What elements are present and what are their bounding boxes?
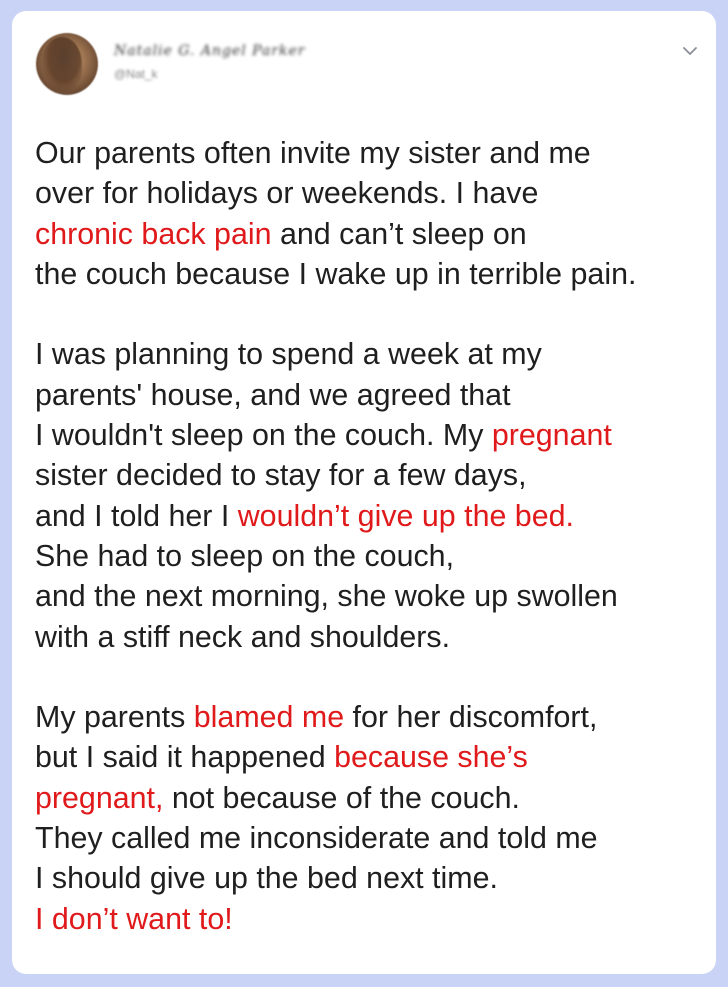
text-segment: but I said it happened (35, 740, 335, 775)
tweet-line (35, 576, 707, 616)
text-segment: I should give up the bed next time. (35, 861, 498, 896)
text-segment: and I told her I (35, 498, 238, 533)
tweet-line (35, 214, 707, 254)
text-segment: and can’t sleep on (271, 216, 527, 251)
highlighted-text: pregnant (491, 418, 612, 453)
tweet-line (35, 858, 707, 898)
highlighted-text: blamed me (193, 700, 345, 735)
tweet-card (12, 11, 716, 974)
tweet-line (35, 818, 707, 858)
tweet-line (35, 737, 707, 777)
text-segment: the couch because I wake up in terrible pain. (35, 256, 637, 291)
text-segment: My parents (35, 700, 194, 735)
tweet-line (35, 334, 707, 374)
highlighted-text: I don’t want to! (35, 901, 233, 936)
text-segment: and the next morning, she woke up swollen (35, 579, 618, 614)
text-segment: I wouldn't sleep on the couch. My (35, 418, 492, 453)
tweet-paragraph (35, 334, 707, 656)
avatar[interactable] (36, 33, 98, 95)
text-segment: parents' house, and we agreed that (35, 377, 511, 412)
chevron-down-icon[interactable] (680, 41, 700, 61)
tweet-text (35, 133, 707, 979)
tweet-line (35, 254, 707, 294)
tweet-line (35, 617, 707, 657)
text-segment: They called me inconsiderate and told me (35, 821, 598, 856)
tweet-line (35, 133, 707, 173)
tweet-line (35, 899, 707, 939)
tweet-line (35, 697, 707, 737)
highlighted-text: chronic back pain (35, 216, 272, 251)
tweet-line (35, 415, 707, 455)
text-segment: over for holidays or weekends. I have (35, 176, 539, 211)
tweet-line (35, 536, 707, 576)
highlighted-text: because she’s (334, 740, 528, 775)
text-segment: not because of the couch. (163, 780, 520, 815)
text-segment: Our parents often invite my sister and me (35, 136, 591, 170)
author-name[interactable]: Natalie G. Angel Parker (114, 43, 306, 59)
tweet-line (35, 455, 707, 495)
tweet-paragraph (35, 697, 707, 939)
author-handle[interactable]: @Nat_k (114, 67, 158, 81)
text-segment: sister decided to stay for a few days, (35, 458, 527, 493)
tweet-line (35, 375, 707, 415)
tweet-line (35, 778, 707, 818)
highlighted-text: wouldn’t give up the bed. (237, 498, 574, 533)
text-segment: with a stiff neck and shoulders. (35, 619, 451, 654)
tweet-line (35, 173, 707, 213)
text-segment: for her discomfort, (344, 700, 598, 735)
author-block (114, 43, 305, 81)
text-segment: She had to sleep on the couch, (35, 538, 455, 573)
highlighted-text: pregnant, (35, 780, 164, 815)
tweet-paragraph (35, 133, 707, 294)
tweet-line (35, 496, 707, 536)
text-segment: I was planning to spend a week at my (35, 337, 542, 372)
